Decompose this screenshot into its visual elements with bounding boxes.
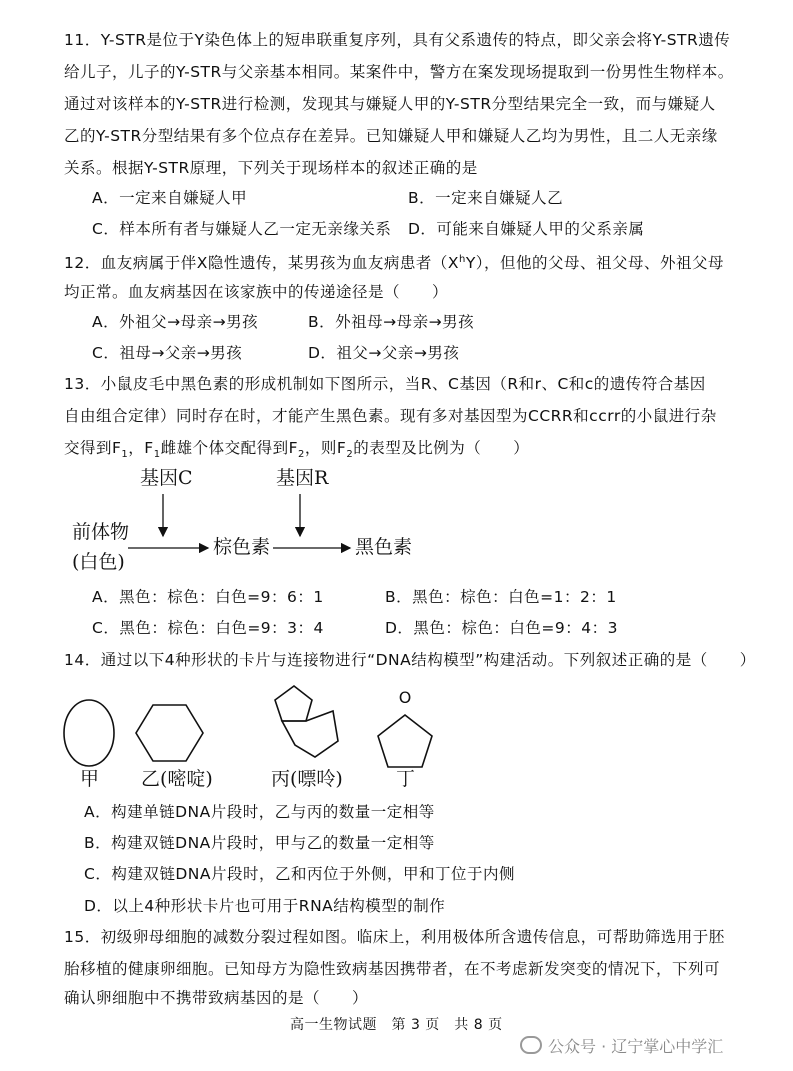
hexagon-card-shape <box>136 705 203 761</box>
circle-card-shape <box>64 700 114 766</box>
q14-option-a: A．构建单链DNA片段时，乙与丙的数量一定相等 <box>84 803 435 821</box>
q13-line-1: 13．小鼠皮毛中黑色素的形成机制如下图所示，当R、C基因（R和r、C和c的遗传符合基因 <box>64 375 706 393</box>
q12-option-c: C．祖母→父亲→男孩 <box>92 344 243 362</box>
label-yi: 乙(嘧啶) <box>141 768 213 790</box>
label-ding: 丁 <box>396 768 416 790</box>
q14-line-1: 14．通过以下4种形状的卡片与连接物进行“DNA结构模型”构建活动。下列叙述正确的是（ ） <box>64 651 756 669</box>
page-footer: 高一生物试题 第 3 页 共 8 页 <box>290 1017 503 1033</box>
q12-option-a: A．外祖父→母亲→男孩 <box>92 313 259 331</box>
gene-c-label: 基因C <box>140 467 193 489</box>
q12-line-1-text: 12．血友病属于伴X隐性遗传，某男孩为血友病患者（X <box>64 254 459 273</box>
black-pigment-label: 黑色素 <box>355 536 413 558</box>
q14-option-d: D．以上4种形状卡片也可用于RNA结构模型的制作 <box>84 897 446 915</box>
brown-pigment-label: 棕色素 <box>213 536 271 558</box>
q13-l3-sub1: 1 <box>121 449 129 461</box>
q14-option-c: C．构建双链DNA片段时，乙和丙位于外侧，甲和丁位于内侧 <box>84 865 515 883</box>
q11-option-a: A．一定来自嫌疑人甲 <box>92 189 248 207</box>
q13-line-2: 自由组合定律）同时存在时，才能产生黑色素。现有多对基因型为CCRR和ccrr的小鼠进行杂 <box>64 407 717 425</box>
gene-r-label: 基因R <box>276 467 329 489</box>
q14-option-b: B．构建双链DNA片段时，甲与乙的数量一定相等 <box>84 834 435 852</box>
q11-line-3: 通过对该样本的Y-STR进行检测，发现其与嫌疑人甲的Y-STR分型结果完全一致，而与嫌疑人 <box>64 95 716 113</box>
q11-line-1: 11．Y-STR是位于Y染色体上的短串联重复序列，具有父系遗传的特点，即父亲会将Y-STR遗传 <box>64 31 731 49</box>
q13-l3-e: 的表型及比例为（ ） <box>353 439 530 457</box>
q13-option-c: C．黑色：棕色：白色=9：3：4 <box>92 619 324 637</box>
q11-line-5: 关系。根据Y-STR原理，下列关于现场样本的叙述正确的是 <box>64 159 478 177</box>
watermark <box>520 1034 723 1057</box>
q13-option-b: B．黑色：棕色：白色=1：2：1 <box>385 588 617 606</box>
purine-pentagon-shape <box>275 686 312 721</box>
q11-line-2: 给儿子，儿子的Y-STR与父亲基本相同。某案件中，警方在案发现场提取到一份男性生物样本。 <box>64 63 734 81</box>
q15-line-2: 胎移植的健康卵细胞。已知母方为隐性致病基因携带者，在不考虑新发突变的情况下，下列可 <box>64 960 721 978</box>
q12-line-2: 均正常。血友病基因在该家族中的传递途径是（ ） <box>64 283 449 301</box>
q15-line-3: 确认卵细胞中不携带致病基因的是（ ） <box>64 989 369 1007</box>
pentagon-card-shape <box>378 715 432 767</box>
q12-line-1 <box>64 250 744 273</box>
q13-option-d: D．黑色：棕色：白色=9：4：3 <box>385 619 619 637</box>
q13-l3-c: 雌雄个体交配得到F <box>160 439 299 457</box>
q13-l3-sub3: 2 <box>298 449 305 461</box>
watermark-text: 公众号 · 辽宁掌心中学汇 <box>548 1037 724 1056</box>
q12-option-d: D．祖父→父亲→男孩 <box>308 344 460 362</box>
q11-option-b: B．一定来自嫌疑人乙 <box>408 189 564 207</box>
q13-l3-b: ，F <box>128 439 154 457</box>
purine-hexagon-shape <box>282 711 338 757</box>
q11-option-c: C．样本所有者与嫌疑人乙一定无亲缘关系 <box>92 220 392 238</box>
oxygen-label: O <box>398 688 412 707</box>
precursor-note: (白色) <box>72 551 125 573</box>
q12-line-1-end: Y），但他的父母、祖父母、外祖父母 <box>465 254 725 273</box>
q13-l3-sub4: 2 <box>346 449 354 461</box>
q12-option-b: B．外祖母→母亲→男孩 <box>308 313 475 331</box>
wechat-icon <box>520 1036 542 1054</box>
q13-l3-a: 交得到F <box>64 439 122 457</box>
label-bing: 丙(嘌呤) <box>271 768 343 790</box>
q15-line-1: 15．初级卵母细胞的减数分裂过程如图。临床上，利用极体所含遗传信息，可帮助筛选用于胚 <box>64 928 725 946</box>
q12-superscript: h <box>458 254 466 265</box>
q13-line-3 <box>64 438 744 465</box>
q13-option-a: A．黑色：棕色：白色=9：6：1 <box>92 588 324 606</box>
q13-l3-d: ，则F <box>304 439 347 457</box>
q13-l3-sub2: 1 <box>153 449 161 461</box>
q11-option-d: D．可能来自嫌疑人甲的父系亲属 <box>408 220 645 238</box>
precursor-label: 前体物 <box>72 521 130 543</box>
label-jia: 甲 <box>80 768 100 790</box>
q11-line-4: 乙的Y-STR分型结果有多个位点存在差异。已知嫌疑人甲和嫌疑人乙均为男性，且二人无亲缘 <box>64 127 718 145</box>
